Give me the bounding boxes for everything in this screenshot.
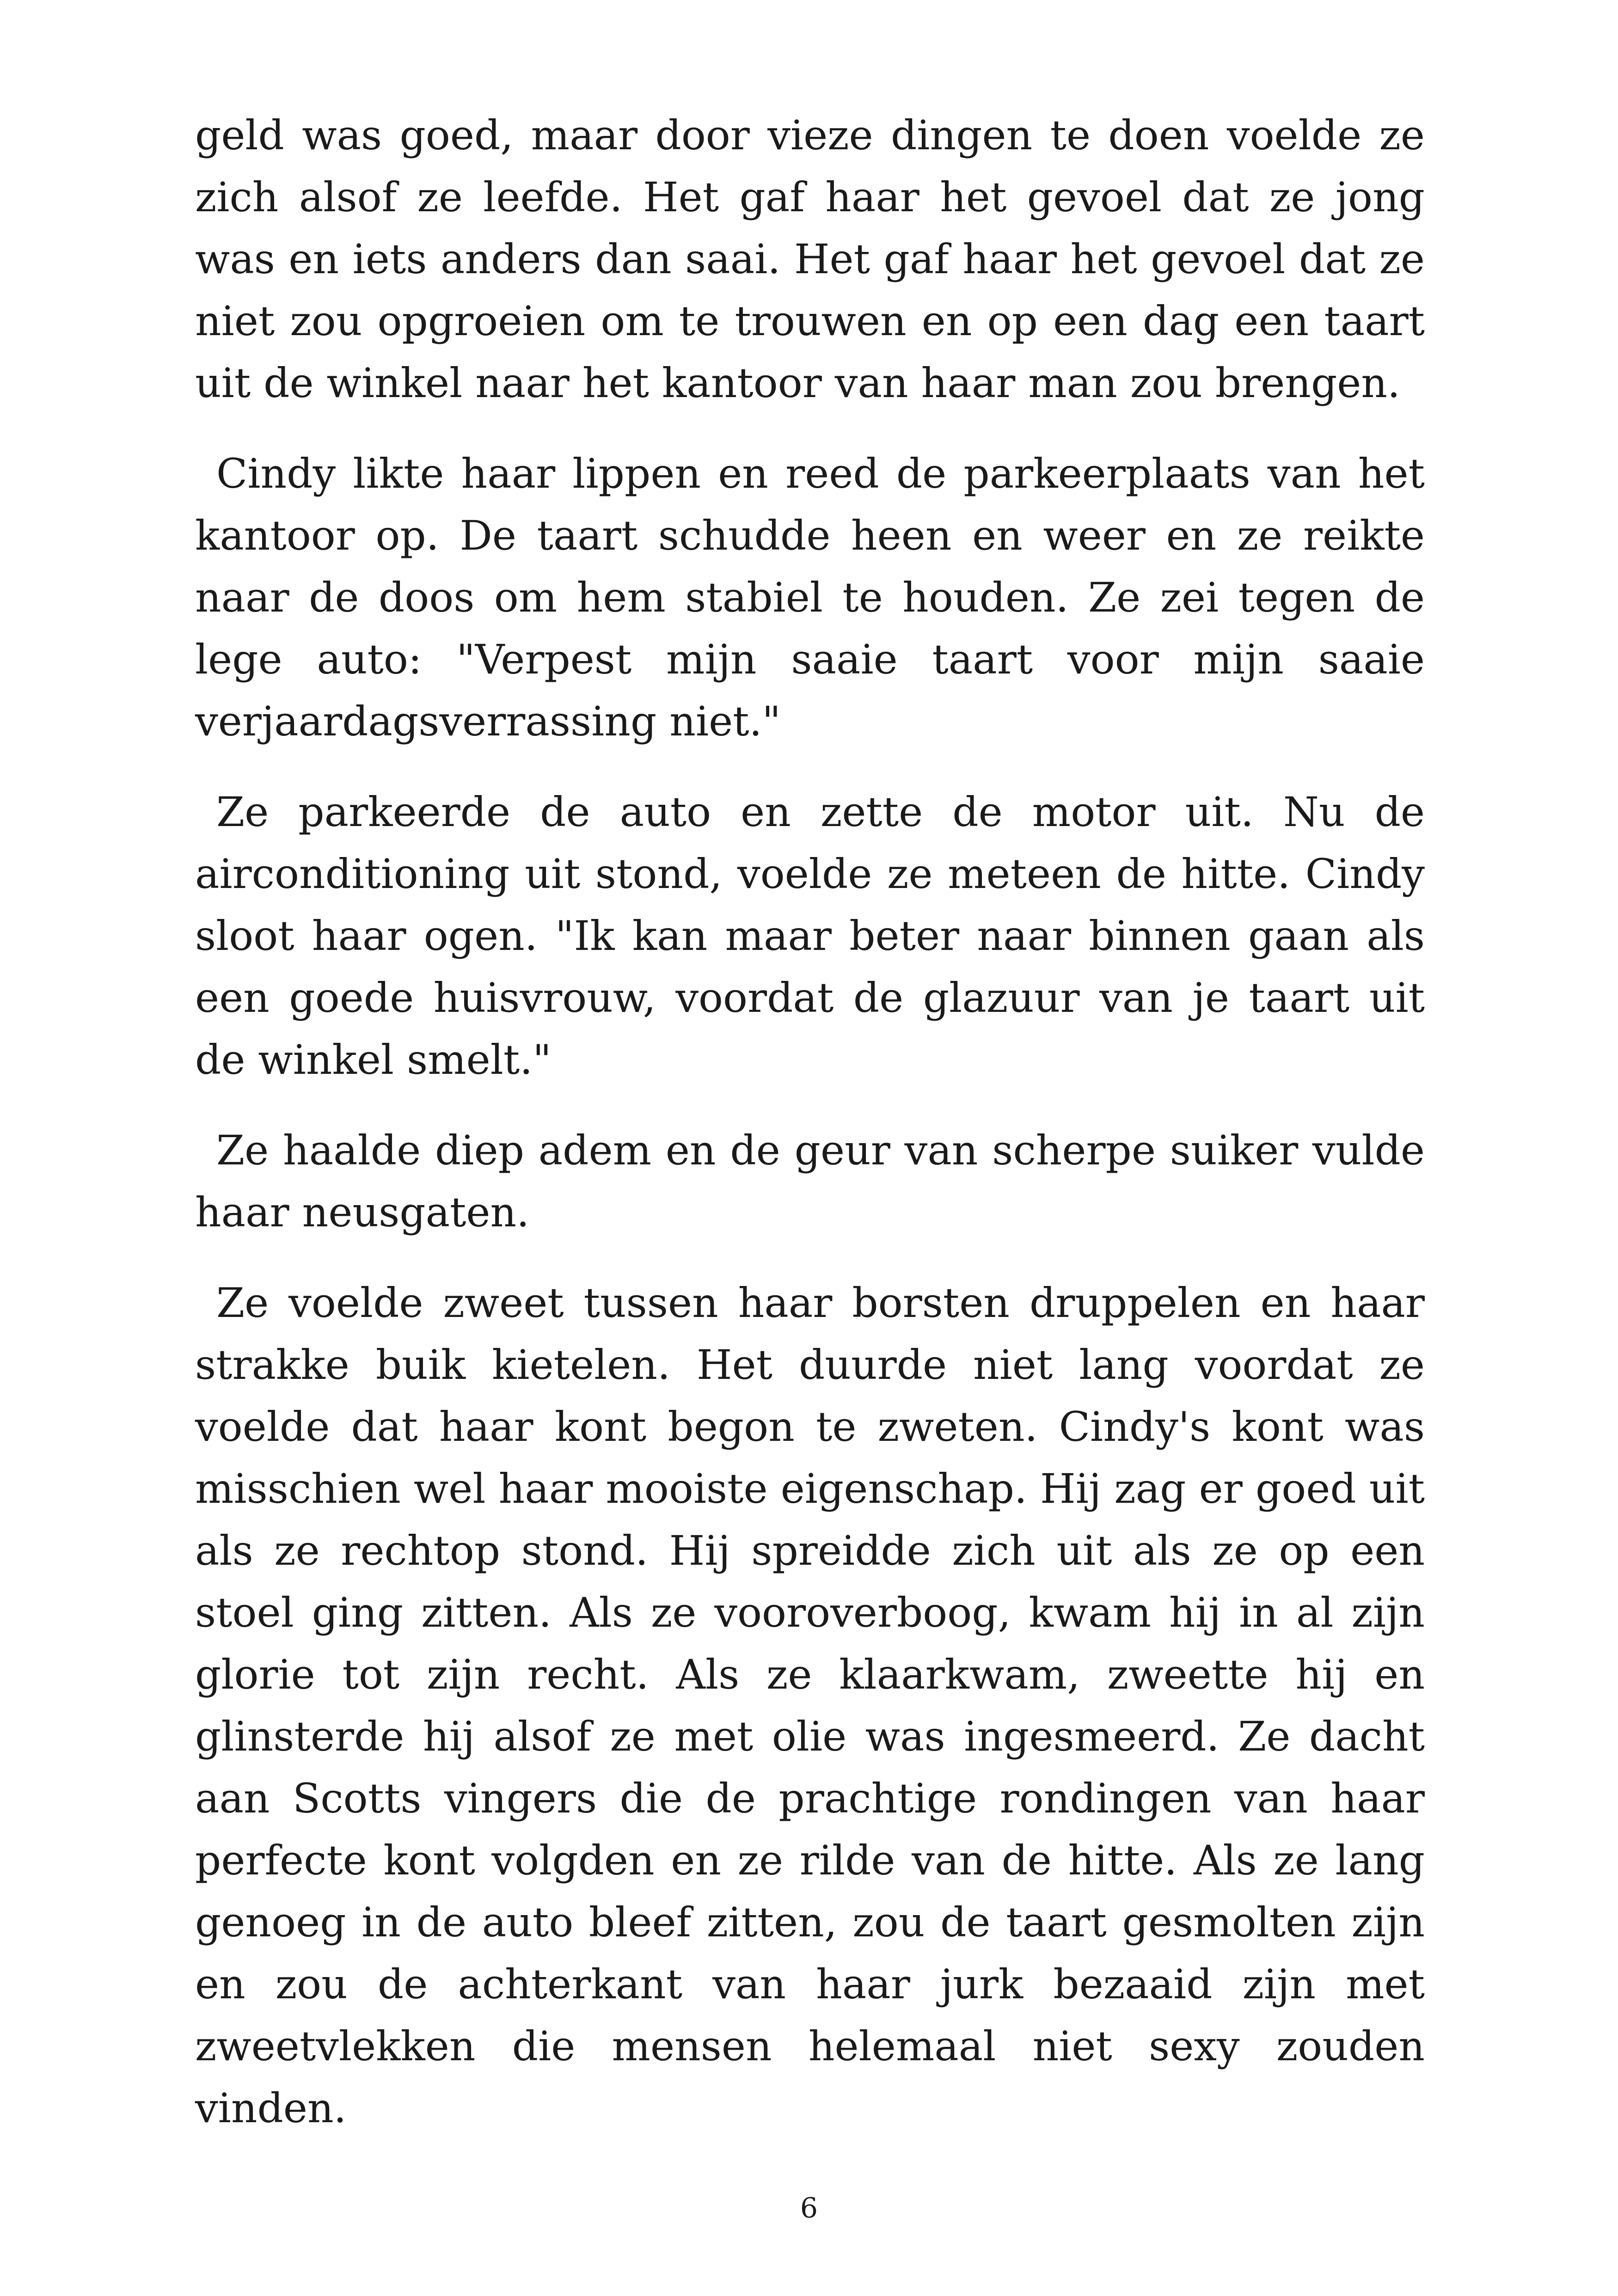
page-number: 6 <box>800 2192 818 2224</box>
paragraph-3: Ze parkeerde de auto en zette de motor uit. Nu de airconditioning uit stond, voelde ze meteen de hitte. Cindy sloot haar ogen. "Ik kan maar beter naar binnen gaan als een goede huisvrouw, voordat de glazuur van je taart uit de winkel smelt." <box>195 788 1425 1084</box>
paragraph-4: Ze haalde diep adem en de geur van scherpe suiker vulde haar neusgaten. <box>195 1127 1425 1236</box>
paragraph-5: Ze voelde zweet tussen haar borsten druppelen en haar strakke buik kietelen. Het duurde niet lang voordat ze voelde dat haar kont begon te zweten. Cindy's kont was misschien wel haar mooiste eigenschap. Hij zag er goed uit als ze rechtop stond. Hij spreidde zich uit als ze op een stoel ging zitten. Als ze vooroverboog, kwam hij in al zijn glorie tot zijn recht. Als ze klaarkwam, zweette hij en glinsterde hij alsof ze met olie was ingesmeerd. Ze dacht aan Scotts vingers die de prachtige rondingen van haar perfecte kont volgden en ze rilde van de hitte. Als ze lang genoeg in de auto bleef zitten, zou de taart gesmolten zijn en zou de achterkant van haar jurk bezaaid zijn met zweetvlekken die mensen helemaal niet sexy zouden vinden. <box>195 1279 1425 2132</box>
paragraph-1: geld was goed, maar door vieze dingen te doen voelde ze zich alsof ze leefde. Het gaf haar het gevoel dat ze jong was en iets anders dan saai. Het gaf haar het gevoel dat ze niet zou opgroeien om te trouwen en op een dag een taart uit de winkel naar het kantoor van haar man zou brengen. <box>195 111 1425 407</box>
body-text <box>195 104 1425 2168</box>
paragraph-2: Cindy likte haar lippen en reed de parkeerplaats van het kantoor op. De taart schudde heen en weer en ze reikte naar de doos om hem stabiel te houden. Ze zei tegen de lege auto: "Verpest mijn saaie taart voor mijn saaie verjaardagsverrassing niet." <box>195 450 1425 745</box>
